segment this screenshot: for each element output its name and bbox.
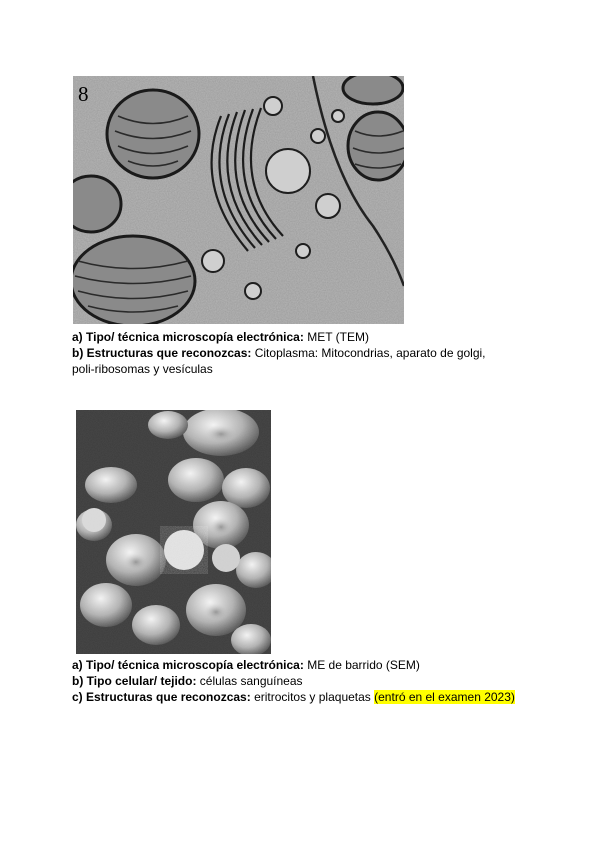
caption-value: eritrocitos y plaquetas: [250, 690, 375, 704]
caption-label: a) Tipo/ técnica microscopía electrónica:: [72, 658, 304, 672]
sem-micrograph-image: [76, 410, 271, 654]
caption-label: c) Estructuras que reconozcas:: [72, 690, 251, 704]
caption-label: b) Tipo celular/ tejido:: [72, 674, 197, 688]
tem-micrograph-image: [73, 76, 404, 324]
figure-number-label: 8: [78, 82, 89, 106]
sem-micrograph: [76, 410, 271, 654]
caption-line-structures: [72, 689, 542, 705]
caption-value: células sanguíneas: [196, 674, 303, 688]
caption-value: Citoplasma: Mitocondrias, aparato de golgi,: [251, 346, 486, 360]
tem-micrograph: [73, 76, 404, 324]
figure2-caption: [72, 657, 542, 705]
caption-label: b) Estructuras que reconozcas:: [72, 346, 252, 360]
figure1-caption: [72, 329, 542, 377]
caption-line-structures-cont: [72, 361, 542, 377]
exam-highlight-note: (entró en el examen 2023): [374, 690, 515, 704]
caption-value: poli-ribosomas y vesículas: [72, 362, 213, 376]
caption-label: a) Tipo/ técnica microscopía electrónica:: [72, 330, 304, 344]
caption-value: ME de barrido (SEM): [303, 658, 420, 672]
caption-line-technique: [72, 329, 542, 345]
caption-value: MET (TEM): [303, 330, 369, 344]
caption-line-technique: [72, 657, 542, 673]
caption-line-structures: [72, 345, 542, 361]
caption-line-cell-type: [72, 673, 542, 689]
